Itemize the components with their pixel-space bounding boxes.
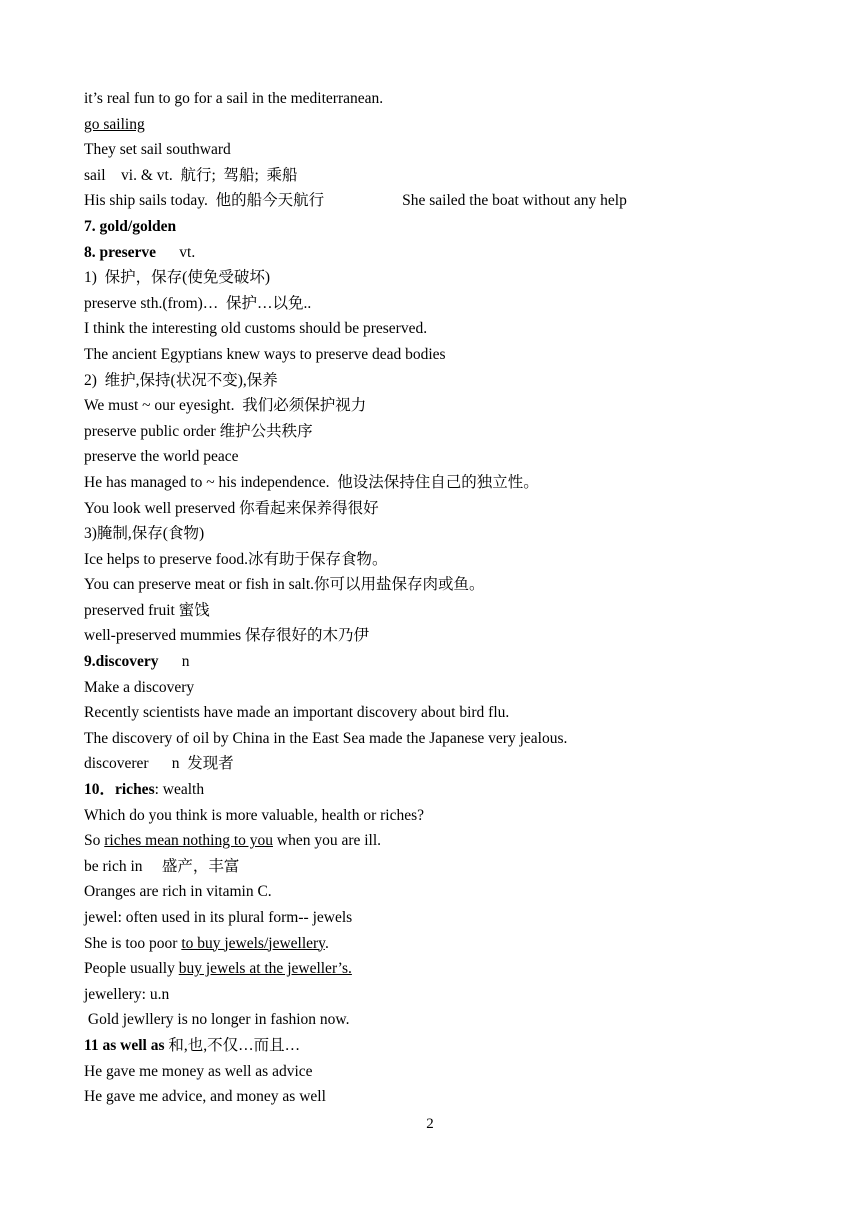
text-line: You can preserve meat or fish in salt.你可以用盐保存肉或鱼。 [84, 576, 485, 594]
text-line [84, 828, 784, 854]
text-line: He gave me advice, and money as well [84, 1088, 326, 1106]
text-line: 3)腌制,保存(食物) [84, 525, 205, 543]
text-fragment: She sailed the boat without any help [402, 192, 627, 210]
text-line: You look well preserved 你看起来保养得很好 [84, 499, 379, 517]
text-line: Ice helps to preserve food.冰有助于保存食物。 [84, 550, 388, 568]
section-heading-line [84, 649, 784, 675]
text-line: preserve public order 维护公共秩序 [84, 422, 313, 440]
text-line: Which do you think is more valuable, health or riches? [84, 806, 425, 824]
section-heading-line [84, 777, 784, 803]
text-line: The discovery of oil by China in the East Sea made the Japanese very jealous. [84, 729, 568, 747]
text-line: Gold jewllery is no longer in fashion now. [84, 1011, 350, 1029]
section-heading: 8. preserve [84, 243, 157, 261]
text-line: jewellery: u.n [84, 985, 170, 1003]
text-line: Make a discovery [84, 678, 195, 696]
underlined-phrase: buy jewels at the jeweller’s. [178, 960, 352, 978]
underlined-phrase: to buy jewels/jewellery [181, 934, 325, 952]
definition: 和,也,不仅…而且… [164, 1036, 301, 1054]
text-fragment: when you are ill. [273, 832, 382, 850]
section-heading: 10．riches [84, 781, 155, 799]
page-number: 2 [426, 1116, 434, 1132]
text-fragment: She is too poor [84, 934, 182, 952]
text-line: They set sail southward [84, 141, 231, 159]
part-of-speech: n [158, 653, 190, 671]
section-heading: 9.discovery [84, 653, 159, 671]
text-line: well-preserved mummies 保存很好的木乃伊 [84, 627, 369, 645]
text-fragment: His ship sails today. 他的船今天航行 [84, 192, 325, 210]
text-line: sail vi. & vt. 航行; 驾船; 乘船 [84, 166, 298, 184]
text-line: 1) 保护，保存(使免受破坏) [84, 269, 270, 287]
text-line: it’s real fun to go for a sail in the mediterranean. [84, 90, 384, 107]
text-line [84, 931, 784, 957]
text-fragment: So [84, 832, 105, 850]
text-line [84, 956, 784, 982]
text-line: jewel: often used in its plural form-- jewels [84, 909, 353, 926]
section-heading: 7. gold/golden [84, 217, 177, 235]
text-line-underlined: go sailing [84, 115, 145, 133]
text-line: He has managed to ~ his independence. 他设法保持住自己的独立性。 [84, 473, 539, 491]
text-line: Recently scientists have made an important discovery about bird flu. [84, 704, 510, 722]
definition: : wealth [154, 781, 205, 799]
text-line: He gave me money as well as advice [84, 1062, 313, 1080]
text-line: We must ~ our eyesight. 我们必须保护视力 [84, 397, 367, 415]
underlined-phrase: riches mean nothing to you [104, 832, 273, 850]
text-line: preserved fruit 蜜饯 [84, 601, 210, 619]
text-fragment: . [324, 934, 329, 952]
part-of-speech: vt. [156, 243, 196, 261]
text-line: discoverer n 发现者 [84, 755, 234, 773]
text-line: 2) 维护,保持(状况不变),保养 [84, 371, 278, 389]
text-line: Oranges are rich in vitamin C. [84, 883, 272, 901]
section-heading-line [84, 240, 784, 266]
document-body [84, 86, 784, 1110]
section-heading-line [84, 1033, 784, 1059]
section-heading: 11 as well as [84, 1036, 165, 1054]
text-line: I think the interesting old customs should be preserved. [84, 320, 428, 338]
text-line: The ancient Egyptians knew ways to preserve dead bodies [84, 345, 446, 363]
text-fragment: People usually [84, 960, 179, 978]
text-line: be rich in 盛产，丰富 [84, 857, 240, 875]
text-line: preserve sth.(from)… 保护…以免.. [84, 294, 312, 312]
text-line: preserve the world peace [84, 448, 239, 466]
text-line [84, 188, 784, 214]
